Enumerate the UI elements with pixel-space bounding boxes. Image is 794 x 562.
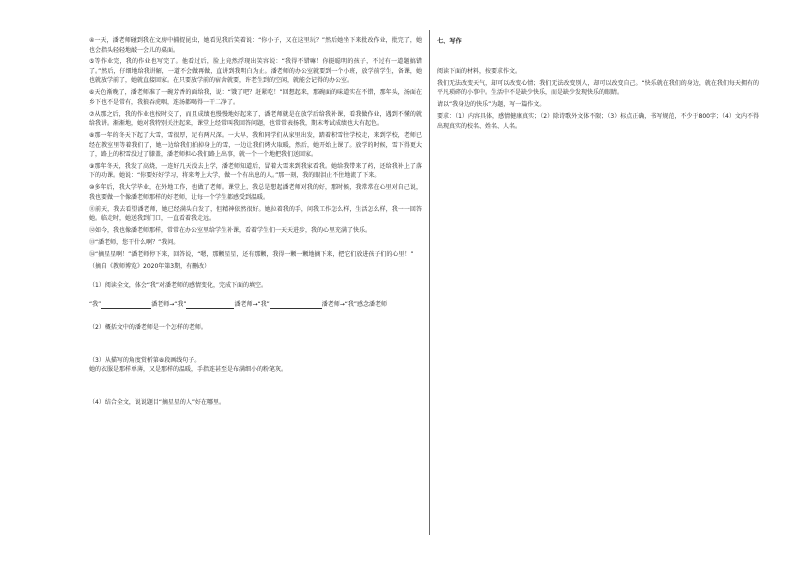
paragraph-13: ⑬“潘老师，您干什么啊？”我问。 bbox=[89, 239, 180, 247]
paragraph-8: ⑧那一年的冬天下起了大雪，雪很厚，足有两尺深。一大早，我和同学们从家里出发，踏着积雪往学校走，来到学校，老师已经在教室里等着我们了，她一边给我们拍掉身上的雪，一边让我们烤火取暖，然后，她开始上课了。放学的时候，雪下得更大了，路上的积雪没过了膝盖，潘老师担心我们路上出事，就一个一个地把我们送回家。 bbox=[89, 132, 422, 159]
question-3: （3）从描写的角度赏析第⑧段画线句子。 bbox=[89, 356, 201, 364]
flow-part-1: “我” bbox=[89, 300, 102, 308]
paragraph-12: ⑫如今，我也像潘老师那样，常常在办公室里给学生补课，看着学生们一天天进步，我的心里充满了快乐。 bbox=[89, 227, 372, 235]
paragraph-7: ⑦从那之后，我的作业也按时交了，而且成绩也慢慢地好起来了，潘老师就是在放学后给我补课，看我做作业，遇到不懂的就给我讲。渐渐地，她对我特别关注起来，课堂上经常叫我回答问题，也常常表扬我，期末考试成绩也大有起色。 bbox=[89, 110, 422, 128]
section-title-writing: 七、写作 bbox=[437, 38, 462, 45]
question-4: （4）结合全文，说说题目“摘星星的人”好在哪里。 bbox=[89, 398, 226, 406]
paragraph-14: ⑭“摘星星啊！”潘老师停下来，回答说，“嗯，那颗星星，还有那颗，我得一颗一颗地摘下来，把它们放进孩子们的心里！” bbox=[89, 250, 414, 258]
writing-material: 我们无法改变天气，却可以改变心情；我们无法改变别人，却可以改变自己。“快乐就在我们的身边，就在我们每天拥有的平凡琐碎的小事中。生活中不是缺少快乐，而是缺少发现快乐的眼睛。 bbox=[437, 79, 759, 97]
writing-instruction: 阅读下面的材料，按要求作文。 bbox=[437, 68, 522, 75]
writing-requirements: 要求：（1）内容具体，感情健康真实；（2）除诗歌外文体不限；（3）标点正确，书写规范，不少于800字；（4）文内不得出现真实的校名、姓名、人名。 bbox=[437, 113, 759, 130]
answer-blank-1[interactable] bbox=[101, 301, 151, 309]
paragraph-6: ⑥天色渐晚了，潘老师准了一碗芳香的面给我，说：“饿了吧？赶紧吃！”回想起来，那碗面的味道实在不错，那年头，汤面在乡下也不是常有，我狼吞虎咽，连汤都喝得一干二净了。 bbox=[89, 89, 422, 106]
question-2: （2）概括文中的潘老师是一个怎样的老师。 bbox=[89, 324, 207, 332]
writing-topic: 请以“我身边的快乐”为题，写一篇作文。 bbox=[437, 101, 546, 109]
writing-column bbox=[437, 36, 759, 134]
paragraph-4: ④一天，潘老师碰到我在文房中捕捉昆虫，她看见我后笑着说：“你小子，又在这里玩？”然后她坐下来批改作业，批完了，她也会指头轻轻地敲一会儿的桌面。 bbox=[89, 37, 422, 54]
reading-column bbox=[89, 36, 422, 407]
paragraph-5: ⑤等作业完，我的作业也写完了。他看过后，脸上竟然浮现出笑容说：“我得不错嘛！你挺聪明的孩子，不过有一道题搞错了。”然后，仔细地给我讲解，一道不会做再做，直讲到我明白为止。潘老师的办公室就要到一个小班，放学前学生，备课，她也就放学前了，她就直接回家。在只要放学前的宿舍就要，许老生到的空闲，就能会记得的办公室。 bbox=[89, 58, 422, 85]
paragraph-9: ⑨那年冬天，我发了高烧，一连好几天没去上学，潘老师知道后，冒着大雪来到我家看我。她给我带来了药，还给我补上了落下的功课。她说：“你要好好学习，将来考上大学，做一个有出息的人。”那一刻，我的眼泪止不住地流了下来。 bbox=[89, 162, 422, 180]
flow-part-2: 潘老师→“我” bbox=[151, 300, 187, 308]
flow-part-3: 潘老师→“我” bbox=[234, 300, 270, 308]
question-3-quote: 她的衣服是那样单薄，又是那样的温暖，手指连甚至是布满细小的粉笔灰。 bbox=[89, 366, 288, 374]
question-1: （1）阅读全文，体会“我”对潘老师的感情变化，完成下面的填空。 bbox=[89, 282, 268, 290]
flow-part-4: 潘老师→“我”感念潘老师 bbox=[321, 300, 387, 308]
column-divider bbox=[429, 30, 430, 535]
paragraph-10: ⑩多年后，我大学毕业，在外地工作，也做了老师。课堂上，我总是想起潘老师对我的好，那时候，我常常在心里对自己说，我也要做一个像潘老师那样的好老师，让每一个学生都感受到温暖。 bbox=[89, 184, 422, 201]
source-citation: （摘自《教师博览》2020年第3期，有删改） bbox=[89, 262, 211, 270]
answer-blank-3[interactable] bbox=[270, 301, 322, 309]
paragraph-11: ⑪前天，我去看望潘老师，她已经满头白发了，但精神依然很好。她拉着我的手，问我工作怎么样，生活怎么样，我一一回答她。临走时，她送我到门口，一直看着我走远。 bbox=[89, 205, 422, 223]
emotion-flow bbox=[89, 300, 422, 310]
answer-blank-2[interactable] bbox=[186, 301, 234, 309]
